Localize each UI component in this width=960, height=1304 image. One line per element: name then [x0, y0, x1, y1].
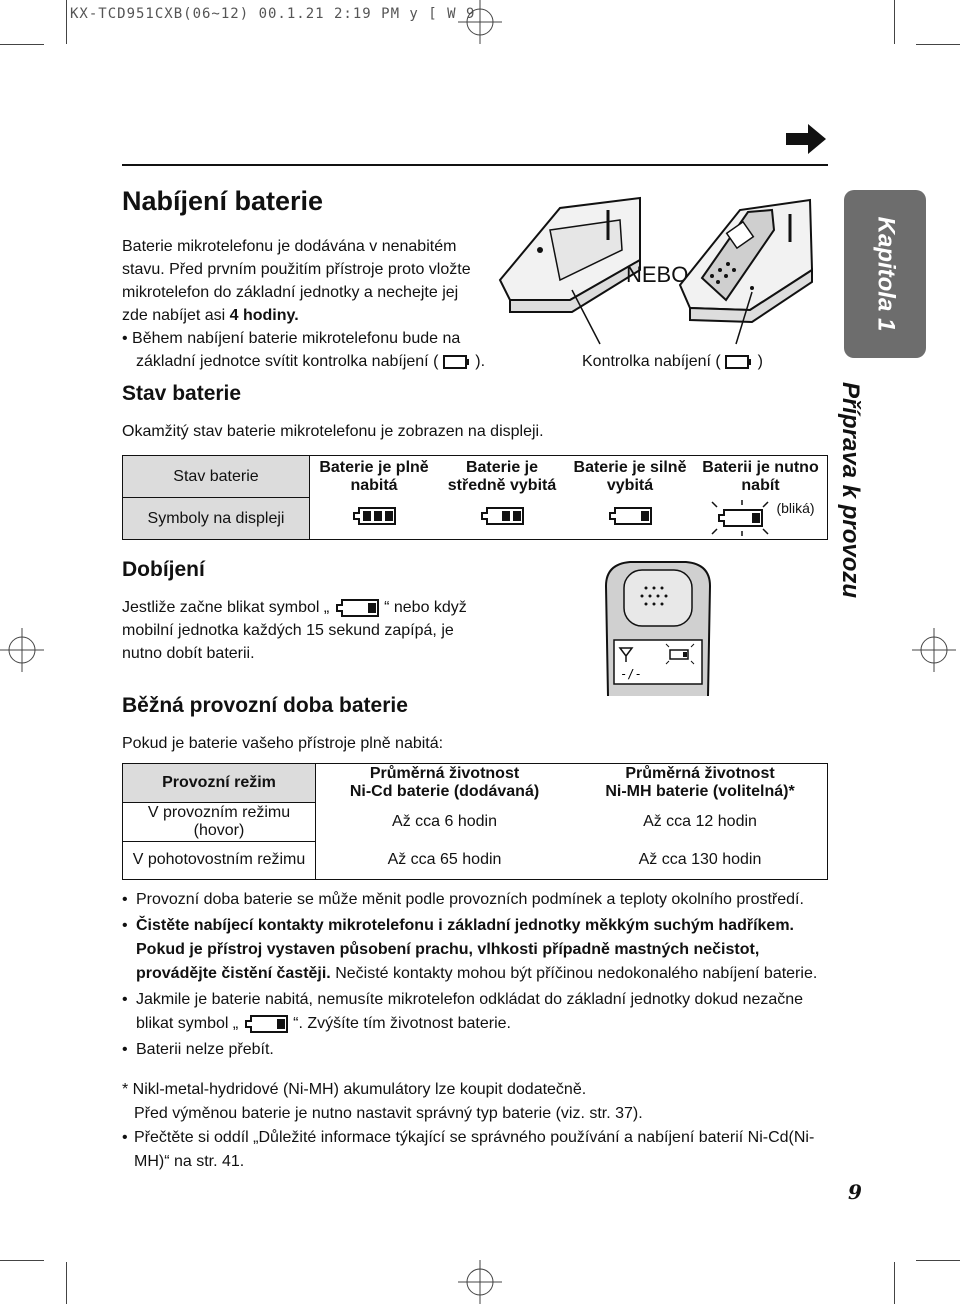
list-item: • Čistěte nabíjecí kontakty mikrotelefonu i základní jednotky měkkým suchým hadříkem. Pokud je přístroj vystaven působení prachu, vlhkosti případně mastných nečistot, provádějte čistění častěji. Nečisté kontakty mohou být příčinou nedokonalého nabíjení baterie.: [122, 914, 832, 986]
battery-low-icon: [607, 506, 653, 526]
section-title-battery-status: Stav baterie: [122, 382, 242, 405]
battery-status-table: [122, 455, 828, 540]
table-row-nicd: Až cca 65 hodin: [316, 841, 574, 879]
symbol-medium: [438, 498, 566, 540]
crop-mark: [66, 0, 67, 44]
row-header-symbols: Symboly na displeji: [123, 498, 310, 540]
crop-mark: [916, 1260, 960, 1261]
crop-mark: [916, 44, 960, 45]
table-row-mode: V provozním režimu (hovor): [123, 802, 316, 841]
battery-full-icon: [351, 506, 397, 526]
operating-time-intro: Pokud je baterie vašeho přístroje plně nabitá:: [122, 735, 444, 752]
charge-indicator-icon: [725, 354, 753, 370]
row-header-status: Stav baterie: [123, 456, 310, 498]
svg-text:-/-: -/-: [620, 667, 642, 681]
print-header: KX-TCD951CXB(06~12) 00.1.21 2:19 PM y [ W 9: [70, 6, 476, 22]
footnote: [122, 1078, 832, 1174]
charge-indicator-icon: [443, 354, 471, 370]
header-rule: [122, 164, 828, 166]
notes-list: [122, 888, 832, 1064]
status-medium: Baterie je středně vybitá: [438, 456, 566, 498]
status-empty: Baterii je nutno nabít: [694, 456, 828, 498]
battery-low-icon: [334, 598, 380, 618]
crop-mark: [0, 44, 44, 45]
footnote-line: Před výměnou baterie je nutno nastavit správný typ baterie (viz. str. 37).: [134, 1105, 643, 1122]
table-row-mode: V pohotovostním režimu: [123, 841, 316, 879]
symbol-empty: [694, 498, 828, 540]
crop-mark: [894, 0, 895, 44]
handset-display-illustration: [600, 556, 716, 696]
charging-paragraph: Baterie mikrotelefonu je dodávána v nenabitém stavu. Před prvním použitím přístroje proto vložte mikrotelefon do základní jednotky a nechejte jej zde nabíjet asi 4 hodiny. • Během nabíjení baterie mikrotelefonu bude na základní jednotce svítit kontrolka nabíjení ( ).: [122, 238, 486, 370]
table-row-nimh: Až cca 12 hodin: [573, 802, 828, 841]
operating-time-table: [122, 763, 828, 880]
or-label: NEBO: [626, 262, 689, 287]
recharging-paragraph: Jestliže začne blikat symbol „ “ nebo když mobilní jednotka každých 15 sekund zapípá, je nutno dobít baterii.: [122, 599, 467, 662]
registration-mark-left: [0, 628, 44, 672]
list-item: • Jakmile je baterie nabitá, nemusíte mikrotelefon odkládat do základní jednotky dokud nezačne blikat symbol „ “. Zvýšíte tím životnost baterie.: [122, 988, 832, 1036]
chapter-tab-label: Kapitola 1: [872, 216, 900, 332]
charge-indicator-caption: Kontrolka nabíjení ( ): [582, 353, 763, 370]
blink-label: (bliká): [776, 500, 815, 517]
footnote-bullet: • Přečtěte si oddíl „Důležité informace týkající se správného používání a nabíjení baterií Ni-Cd(Ni-MH)“ na str. 41.: [122, 1129, 815, 1170]
next-page-arrow-icon: [786, 124, 826, 154]
footnote-line: * Nikl-metal-hydridové (Ni-MH) akumulátory lze koupit dodatečně.: [122, 1081, 587, 1098]
battery-medium-icon: [479, 506, 525, 526]
list-item: • Provozní doba baterie se může měnit podle provozních podmínek a teploty okolního prostředí.: [122, 888, 832, 912]
battery-status-intro: Okamžitý stav baterie mikrotelefonu je zobrazen na displeji.: [122, 423, 544, 440]
battery-blinking-icon: [708, 500, 772, 536]
status-full: Baterie je plně nabitá: [310, 456, 439, 498]
symbol-low: [566, 498, 694, 540]
table-row-nimh: Až cca 130 hodin: [573, 841, 828, 879]
table-row-nicd: Až cca 6 hodin: [392, 812, 497, 830]
status-low: Baterie je silně vybitá: [566, 456, 694, 498]
symbol-full: [310, 498, 439, 540]
registration-mark-bottom: [458, 1260, 502, 1304]
side-title: Příprava k provozu: [837, 381, 865, 599]
registration-mark-top: [458, 0, 502, 44]
header-nicd: Průměrná životnost Ni-Cd baterie (dodávaná): [316, 764, 574, 803]
crop-mark: [66, 1262, 67, 1304]
list-item: • Baterii nelze přebít.: [122, 1038, 832, 1062]
header-nimh: Průměrná životnost Ni-MH baterie (volitelná)*: [573, 764, 828, 803]
crop-mark: [894, 1262, 895, 1304]
crop-mark: [0, 1260, 44, 1261]
registration-mark-right: [912, 628, 956, 672]
section-title-charging: Nabíjení baterie: [122, 186, 324, 216]
header-mode: Provozní režim: [123, 764, 316, 803]
section-title-recharging: Dobíjení: [122, 558, 205, 581]
section-title-operating-time: Běžná provozní doba baterie: [122, 694, 408, 717]
battery-low-icon: [243, 1014, 289, 1034]
page-number: 9: [848, 1180, 862, 1204]
